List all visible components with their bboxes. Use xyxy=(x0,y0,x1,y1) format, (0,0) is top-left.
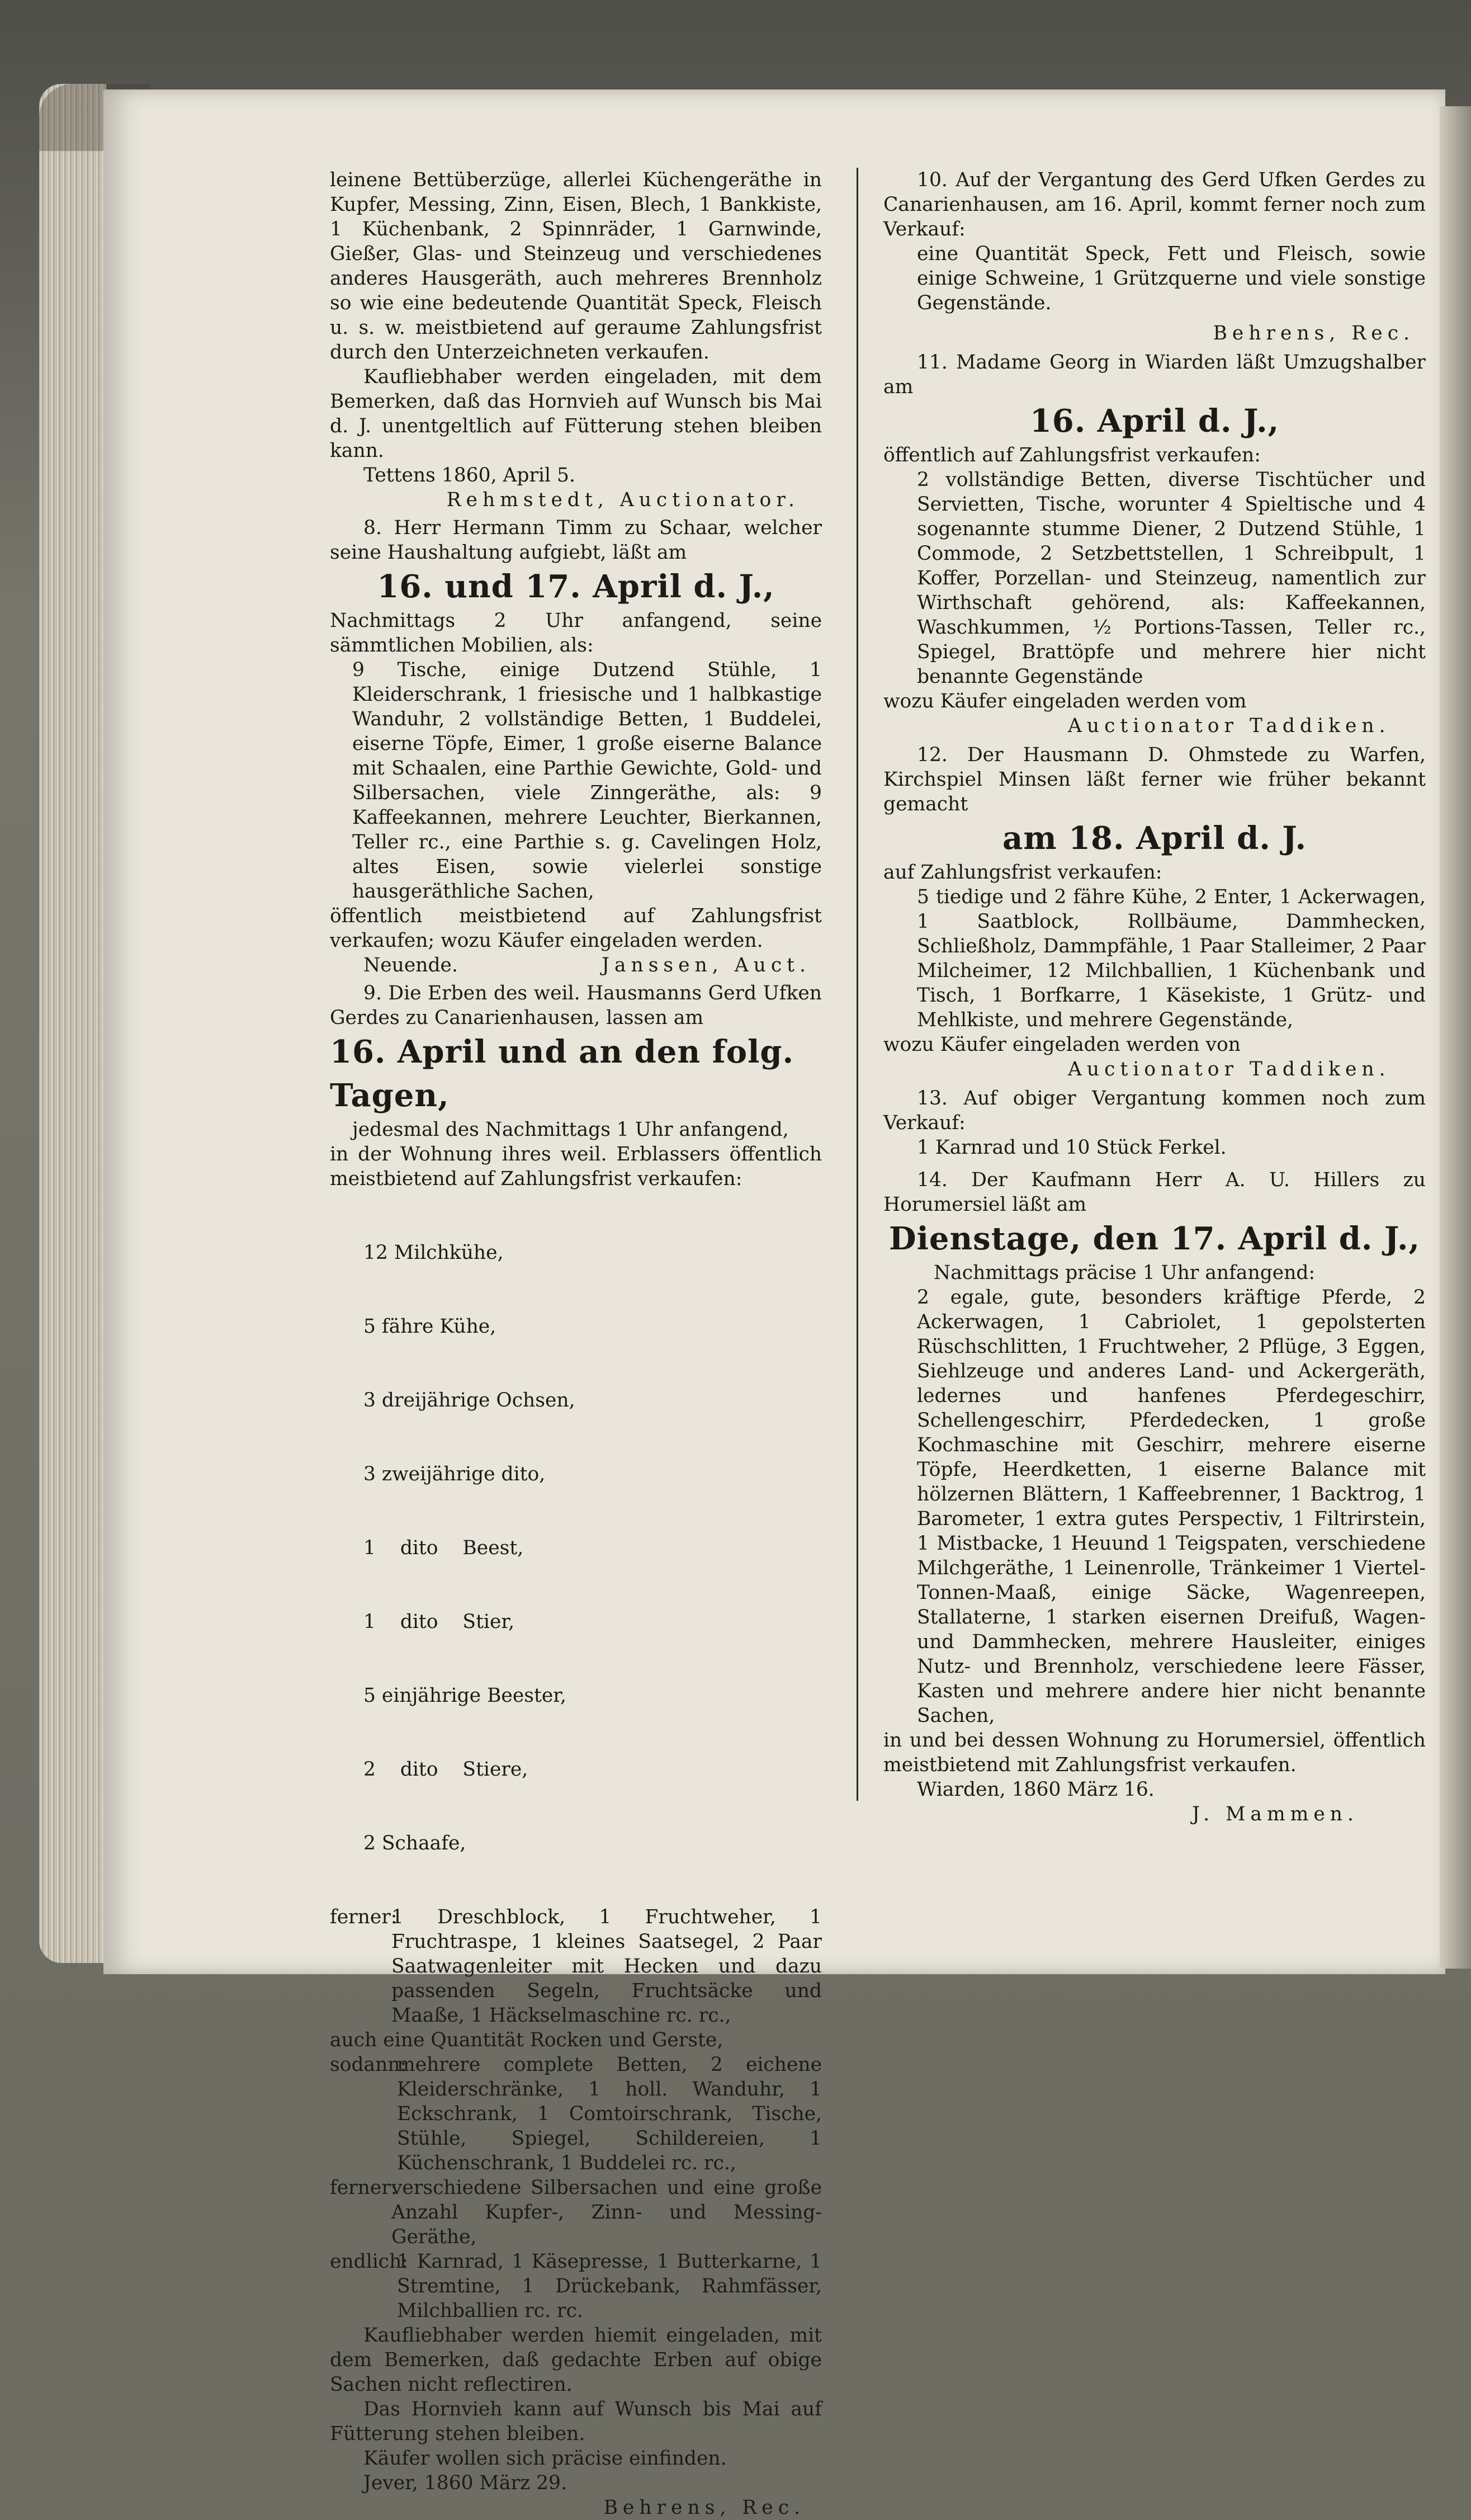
notice-11-invite: wozu Käufer eingeladen werden vom xyxy=(883,690,1247,712)
notice-14-sale: in und bei dessen Wohnung zu Horumersiel, öffentlich meistbietend mit Zahlungsfrist verkaufen. xyxy=(883,1729,1426,1776)
notice-9-praecise: Käufer wollen sich präcise einfinden. xyxy=(363,2447,727,2470)
notice-12-invite: wozu Käufer eingeladen werden von xyxy=(883,1034,1241,1056)
notice-13-intro: 13. Auf obiger Vergantung kommen noch zum Verkauf: xyxy=(883,1087,1426,1134)
notice-9-buyers: Kaufliebhaber werden hiemit eingeladen, mit dem Bemerken, daß gedachte Erben auf obige Sachen nicht reflectiren. xyxy=(330,2324,822,2396)
notice-14-heading: Dienstage, den 17. April d. J., xyxy=(889,1220,1420,1257)
book-page-edges xyxy=(39,84,106,1963)
notice-10-signature: Behrens, Rec. xyxy=(1213,322,1415,345)
notice-7-continuation: leinene Bettüberzüge, allerlei Küchengeräthe in Kupfer, Messing, Zinn, Eisen, Blech, 1 Bankkiste, 1 Küchenbank, 2 Spinnräder, 1 Garnwinde, Gießer, Glas- und Steinzeug und verschiedenes anderes Hausgeräth, auch mehreres Brennholz so wie eine bedeutende Quantität Speck, Fleisch u. s. w. meistbietend auf geraume Zahlungsfrist durch den Unterzeichneten verkaufen. xyxy=(330,169,822,364)
list-item: 2 Schaafe, xyxy=(363,1832,466,1854)
notice-8-place: Neuende. xyxy=(363,954,458,976)
list-item: 5 fähre Kühe, xyxy=(363,1315,496,1338)
notice-9-sale: in der Wohnung ihres weil. Erblassers öffentlich meistbietend auf Zahlungsfrist verkaufen: xyxy=(330,1143,822,1190)
notice-14-time: Nachmittags präcise 1 Uhr anfangend: xyxy=(934,1262,1316,1284)
notice-8-signature: Janssen, Auct. xyxy=(602,954,811,976)
notice-9-ferner-2 xyxy=(330,2175,822,2249)
notice-8-items: 9 Tische, einige Dutzend Stühle, 1 Kleiderschrank, 1 friesische und 1 halbkastige Wanduhr, 2 vollständige Betten, 1 Buddelei, eiserne Töpfe, Eimer, 1 große eiserne Balance mit Schaalen, eine Parthie Gewichte, Gold- und Silbersachen, viele Zinngeräthe, als: 9 Kaffeekannen, mehrere Leuchter, Bierkannen, Teller rc., eine Parthie s. g. Cavelingen Holz, altes Eisen, sowie vielerlei sonstige hausgeräthliche Sachen, xyxy=(352,659,822,903)
notice-8-sale: öffentlich meistbietend auf Zahlungsfrist verkaufen; wozu Käufer eingeladen werden. xyxy=(330,905,822,952)
notice-10-intro: 10. Auf der Vergantung des Gerd Ufken Gerdes zu Canarienhausen, am 16. April, kommt ferner noch zum Verkauf: xyxy=(883,169,1426,240)
ferner-label: ferner: xyxy=(330,2177,398,2199)
notice-9-auch: auch eine Quantität Rocken und Gerste, xyxy=(330,2029,723,2051)
list-item: 2 dito Stiere, xyxy=(363,1758,528,1781)
notice-9-sodann xyxy=(330,2052,822,2175)
notice-12-items: 5 tiedige und 2 fähre Kühe, 2 Enter, 1 Ackerwagen, 1 Saatblock, Rollbäume, Dammhecken, Schließholz, Dammpfähle, 1 Paar Stalleimer, 2 Paar Milcheimer, 12 Milchballien, 1 Küchenbank und Tisch, 1 Borfkarre, 1 Käsekiste, 1 Grütz- und Mehlkiste, und mehrere Gegenstände, xyxy=(917,886,1426,1031)
list-item: 1 dito Beest, xyxy=(363,1537,524,1559)
notice-8-heading: 16. und 17. April d. J., xyxy=(377,568,775,605)
right-column xyxy=(883,168,1426,1827)
notice-7-date: Tettens 1860, April 5. xyxy=(363,464,575,487)
notice-12-intro: 12. Der Hausmann D. Ohmstede zu Warfen, Kirchspiel Minsen läßt ferner wie früher bekannt gemacht xyxy=(883,744,1426,815)
notice-14-signature: J. Mammen. xyxy=(1191,1803,1359,1825)
notice-8-time: Nachmittags 2 Uhr anfangend, seine sämmtlichen Mobilien, als: xyxy=(330,610,822,657)
notice-14-items: 2 egale, gute, besonders kräftige Pferde, 2 Ackerwagen, 1 Cabriolet, 1 gepolsterten Rüschschlitten, 1 Fruchtweher, 2 Pflüge, 3 Eggen, Siehlzeuge und anderes Land- und Ackergeräth, ledernes und hanfenes Pferdegeschirr, Schellengeschirr, Pferdedecken, 1 große Kochmaschine mit Geschirr, mehrere eiserne Töpfe, Heerdketten, 1 eiserne Balance mit hölzernen Blättern, 1 Kaffeebrenner, 1 Backtrog, 1 Barometer, 1 extra gutes Perspectiv, 1 Filtrirstein, 1 Mistbacke, 1 Heuund 1 Teigspaten, verschiedene Milchgeräthe, 1 Leinenrolle, Tränkeimer 1 Viertel-Tonnen-Maaß, einige Säcke, Wagenreepen, Stallaterne, 1 starken eisernen Dreifuß, Wagen- und Dammhecken, mehrere Hausleiter, einiges Nutz- und Brennholz, verschiedene leere Fässer, Kasten und mehrere andere hier nicht benannte Sachen, xyxy=(917,1286,1426,1727)
endlich-label: endlich: xyxy=(330,2250,408,2273)
notice-9-heading: 16. April und an den folg. Tagen, xyxy=(330,1034,794,1114)
notice-9-endlich xyxy=(330,2249,822,2323)
sodann-label: sodann: xyxy=(330,2054,407,2076)
notice-8-footer xyxy=(330,953,822,978)
list-item: 5 einjährige Beester, xyxy=(363,1684,566,1707)
notice-12-heading: am 18. April d. J. xyxy=(1002,820,1307,857)
notice-7-buyers: Kaufliebhaber werden eingeladen, mit dem Bemerken, daß das Hornvieh auf Wunsch bis Mai d. J. unentgeltlich auf Fütterung stehen bleiben kann. xyxy=(330,366,822,462)
notice-12-signature: Auctionator Taddiken. xyxy=(1068,1058,1390,1080)
list-item: 1 dito Stier, xyxy=(363,1611,515,1633)
ferner-items: 1 Dreschblock, 1 Fruchtweher, 1 Fruchtraspe, 1 kleines Saatsegel, 2 Paar Saatwagenleiter mit Hecken und dazu passenden Segeln, Fruchtsäcke und Maaße, 1 Häckselmaschine rc. rc., xyxy=(391,1906,822,2027)
list-item: 3 zweijährige dito, xyxy=(363,1463,546,1485)
notice-11-heading: 16. April d. J., xyxy=(1029,403,1280,440)
notice-9-time: jedesmal des Nachmittags 1 Uhr anfangend, xyxy=(352,1119,789,1141)
endlich-items: 1 Karnrad, 1 Käsepresse, 1 Butterkarne, 1 Stremtine, 1 Drückebank, Rahmfässer, Milchballien rc. rc. xyxy=(397,2250,822,2322)
notice-11-sale: öffentlich auf Zahlungsfrist verkaufen: xyxy=(883,444,1261,466)
ferner-items: verschiedene Silbersachen und eine große Anzahl Kupfer-, Zinn- und Messing-Geräthe, xyxy=(391,2177,822,2248)
sodann-items: mehrere complete Betten, 2 eichene Kleiderschränke, 1 holl. Wanduhr, 1 Eckschrank, 1 Comtoirschrank, Tische, Stühle, Spiegel, Schildereien, 1 Küchenschrank, 1 Buddelei rc. rc., xyxy=(397,2054,822,2174)
notice-9-signature: Behrens, Rec. xyxy=(603,2497,805,2519)
notice-13-items: 1 Karnrad und 10 Stück Ferkel. xyxy=(917,1136,1227,1159)
notice-12-sale: auf Zahlungsfrist verkaufen: xyxy=(883,861,1162,884)
notice-9-ferner-1 xyxy=(330,1905,822,2028)
ferner-label: ferner: xyxy=(330,1906,398,1928)
notice-8-intro: 8. Herr Hermann Timm zu Schaar, welcher seine Haushaltung aufgiebt, läßt am xyxy=(330,517,822,564)
notice-9-animal-list xyxy=(330,1191,822,1905)
notice-11-items: 2 vollständige Betten, diverse Tischtücher und Servietten, Tische, worunter 4 Spieltische und 4 sogenannte stumme Diener, 2 Dutzend Stühle, 1 Commode, 2 Setzbettstellen, 1 Schreibpult, 1 Koffer, Porzellan- und Steinzeug, namentlich zur Wirthschaft gehörend, als: Kaffeekannen, Waschkummen, ½ Portions-Tassen, Teller rc., Spiegel, Brattöpfe und mehrere hier nicht benannte Gegenstände xyxy=(917,469,1426,688)
column-divider xyxy=(857,168,858,1801)
list-item: 3 dreijährige Ochsen, xyxy=(363,1389,575,1412)
notice-11-intro: 11. Madame Georg in Wiarden läßt Umzugshalber am xyxy=(883,351,1426,398)
notice-9-intro: 9. Die Erben des weil. Hausmanns Gerd Ufken Gerdes zu Canarienhausen, lassen am xyxy=(330,982,822,1029)
notice-9-hornvieh: Das Hornvieh kann auf Wunsch bis Mai auf Fütterung stehen bleiben. xyxy=(330,2398,822,2445)
left-column xyxy=(330,168,822,2520)
notice-11-signature: Auctionator Taddiken. xyxy=(1068,715,1390,737)
notice-9-date: Jever, 1860 März 29. xyxy=(363,2472,567,2494)
notice-14-intro: 14. Der Kaufmann Herr A. U. Hillers zu Horumersiel läßt am xyxy=(883,1169,1426,1216)
list-item: 12 Milchkühe, xyxy=(363,1242,504,1264)
notice-10-items: eine Quantität Speck, Fett und Fleisch, sowie einige Schweine, 1 Grützquerne und viele sonstige Gegenstände. xyxy=(917,243,1426,314)
notice-14-date: Wiarden, 1860 März 16. xyxy=(917,1778,1155,1801)
page-right-edge xyxy=(1440,106,1471,1969)
notice-7-signature: Rehmstedt, Auctionator. xyxy=(446,489,800,511)
